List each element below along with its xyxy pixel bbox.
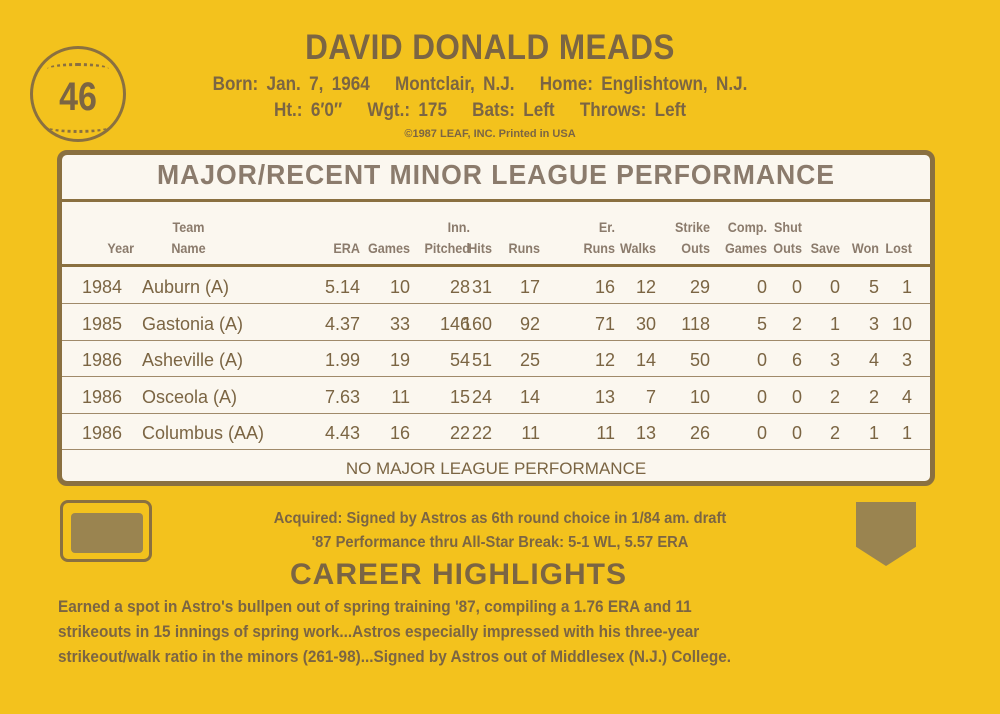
row-divider: [62, 449, 930, 450]
header-hits: Hits: [468, 240, 492, 256]
cell-games: 16: [389, 423, 410, 443]
header-complete-games: Games: [724, 240, 767, 256]
divider: [62, 264, 930, 267]
cell-year: 1986: [82, 423, 123, 443]
cell-won: 2: [868, 386, 879, 407]
cell-shutouts: 2: [791, 313, 802, 334]
cell-won: 1: [868, 423, 879, 443]
card-number: 46: [59, 75, 97, 119]
cell-saves: 2: [829, 386, 840, 407]
acquired-text: Acquired: Signed by Astros as 6th round choice in 1/84 am. draft: [273, 510, 727, 527]
row-divider: [62, 376, 930, 377]
cell-earned-runs: 13: [594, 386, 615, 407]
batter-silhouette-icon: [71, 513, 143, 553]
cell-saves: 3: [829, 350, 840, 370]
bats: Bats: Left: [472, 100, 555, 121]
cell-games: 19: [389, 350, 410, 370]
cell-strikeouts: 26: [689, 423, 710, 443]
cell-strikeouts: 10: [689, 386, 710, 407]
cell-era: 4.43: [324, 423, 360, 443]
cell-team: Gastonia (A): [142, 313, 244, 334]
cell-complete-games: 0: [756, 386, 767, 407]
cell-lost: 1: [901, 423, 912, 443]
header-team: Name: [171, 240, 206, 256]
row-divider: [62, 340, 930, 341]
cell-earned-runs: 12: [594, 350, 615, 370]
cell-saves: 0: [829, 277, 840, 297]
bio-line-1: [156, 74, 804, 96]
cell-team: Osceola (A): [142, 386, 238, 407]
cell-walks: 30: [635, 313, 656, 334]
cell-era: 1.99: [324, 350, 360, 370]
cell-runs: 17: [519, 277, 540, 297]
header-era: ERA: [333, 240, 360, 256]
cell-runs: 14: [519, 386, 540, 407]
cell-year: 1985: [82, 313, 123, 334]
cell-hits: 31: [471, 277, 492, 297]
header-innings-pitched: Inn.: [447, 219, 470, 235]
cell-won: 3: [868, 313, 879, 334]
cell-strikeouts: 118: [681, 313, 710, 334]
cell-era: 7.63: [324, 386, 360, 407]
cell-hits: 160: [461, 313, 492, 334]
row-divider: [62, 413, 930, 414]
cell-innings-pitched: 146: [439, 313, 470, 334]
stats-panel: [57, 150, 935, 486]
header-shutouts: Outs: [773, 240, 802, 256]
cell-shutouts: 6: [791, 350, 802, 370]
header-lost: Lost: [885, 240, 912, 256]
cell-team: Auburn (A): [142, 277, 230, 297]
cell-hits: 22: [471, 423, 492, 443]
cell-year: 1984: [82, 277, 123, 297]
cell-won: 4: [868, 350, 879, 370]
cell-lost: 10: [891, 313, 912, 334]
header-saves: Save: [810, 240, 840, 256]
cell-innings-pitched: 54: [449, 350, 470, 370]
header-runs: Runs: [508, 240, 540, 256]
no-major-league-note: NO MAJOR LEAGUE PERFORMANCE: [345, 459, 647, 478]
highlight-line: strikeout/walk ratio in the minors (261-98)...Signed by Astros out of Middlesex (N.J.) College.: [58, 648, 732, 666]
cell-earned-runs: 71: [594, 313, 615, 334]
header-shutouts: Shut: [774, 219, 802, 235]
cell-strikeouts: 29: [689, 277, 710, 297]
born-date: Born: Jan. 7, 1964: [212, 74, 370, 95]
height: Ht.: 6′0″: [273, 100, 343, 121]
cell-strikeouts: 50: [689, 350, 710, 370]
header-won: Won: [851, 240, 879, 256]
home: Home: Englishtown, N.J.: [539, 74, 748, 95]
cell-runs: 11: [521, 423, 540, 443]
cell-won: 5: [868, 277, 879, 297]
cell-innings-pitched: 28: [449, 277, 470, 297]
cell-walks: 13: [635, 423, 656, 443]
cell-saves: 1: [829, 313, 840, 334]
cell-walks: 7: [645, 386, 656, 407]
cell-games: 33: [389, 313, 410, 334]
player-name: DAVID DONALD MEADS: [305, 28, 675, 67]
cell-games: 10: [389, 277, 410, 297]
performance-text: '87 Performance thru All-Star Break: 5-1 WL, 5.57 ERA: [311, 534, 689, 551]
cell-complete-games: 5: [756, 313, 767, 334]
cell-hits: 51: [471, 350, 492, 370]
cell-era: 5.14: [324, 277, 360, 297]
baseball-seam-icon: [47, 121, 109, 133]
birthplace: Montclair, N.J.: [394, 74, 515, 95]
mlb-licensee-logo: [60, 500, 152, 562]
cell-shutouts: 0: [791, 386, 802, 407]
cell-year: 1986: [82, 350, 123, 370]
cell-shutouts: 0: [791, 277, 802, 297]
row-divider: [62, 303, 930, 304]
stats-title: MAJOR/RECENT MINOR LEAGUE PERFORMANCE: [156, 159, 836, 190]
cell-complete-games: 0: [756, 423, 767, 443]
header-walks: Walks: [620, 240, 656, 256]
header-earned-runs: Runs: [583, 240, 615, 256]
cell-year: 1986: [82, 386, 123, 407]
cell-hits: 24: [471, 386, 492, 407]
cell-earned-runs: 11: [596, 423, 615, 443]
cell-games: 11: [391, 386, 410, 407]
throws: Throws: Left: [579, 100, 687, 121]
career-highlights-title: CAREER HIGHLIGHTS: [290, 558, 628, 591]
bio-line-2: [156, 100, 804, 122]
cell-runs: 25: [519, 350, 540, 370]
header-strikeouts: Outs: [681, 240, 710, 256]
cell-lost: 1: [901, 277, 912, 297]
cell-team: Columbus (AA): [142, 423, 265, 443]
cell-runs: 92: [519, 313, 540, 334]
cell-walks: 14: [635, 350, 656, 370]
cell-lost: 3: [901, 350, 912, 370]
cell-complete-games: 0: [756, 277, 767, 297]
card-number-baseball: [30, 46, 126, 142]
copyright: ©1987 LEAF, INC. Printed in USA: [404, 128, 576, 140]
cell-innings-pitched: 15: [449, 386, 470, 407]
highlight-line: strikeouts in 15 innings of spring work...Astros especially impressed with his three-year: [58, 623, 700, 641]
header-year: Year: [107, 240, 134, 256]
mlpa-shield-logo: [856, 502, 916, 566]
cell-earned-runs: 16: [594, 277, 615, 297]
cell-complete-games: 0: [756, 350, 767, 370]
cell-saves: 2: [829, 423, 840, 443]
cell-era: 4.37: [324, 313, 360, 334]
header-innings-pitched: Pitched: [424, 240, 470, 256]
cell-walks: 12: [635, 277, 656, 297]
header-games: Games: [367, 240, 410, 256]
divider: [62, 199, 930, 202]
header-team: Team: [172, 219, 205, 235]
cell-innings-pitched: 22: [449, 423, 470, 443]
cell-team: Asheville (A): [142, 350, 244, 370]
header-earned-runs: Er.: [598, 219, 615, 235]
cell-lost: 4: [901, 386, 912, 407]
highlight-line: Earned a spot in Astro's bullpen out of spring training '87, compiling a 1.76 ERA and 11: [58, 598, 692, 616]
header-complete-games: Comp.: [727, 219, 767, 235]
weight: Wgt.: 175: [367, 100, 447, 121]
cell-shutouts: 0: [791, 423, 802, 443]
header-strikeouts: Strike: [674, 219, 710, 235]
